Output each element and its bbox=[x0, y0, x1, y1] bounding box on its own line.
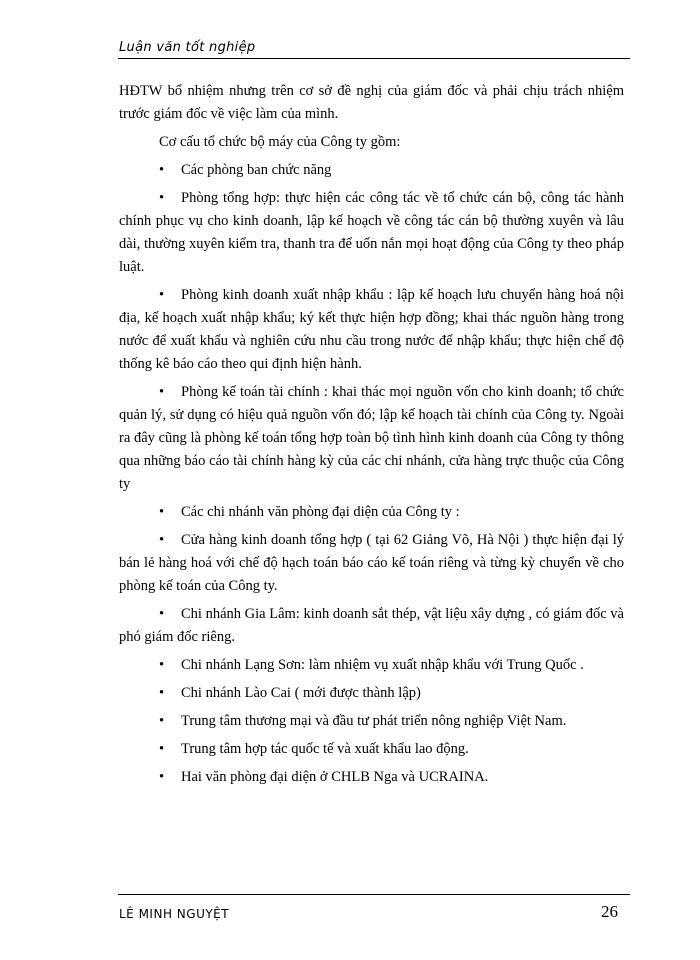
bullet-text: Chi nhánh Gia Lâm: kinh doanh sắt thép, vật liệu xây dựng , có giám đốc và phó giám đốc riêng. bbox=[119, 606, 624, 645]
bullet-icon: • bbox=[159, 504, 165, 520]
bullet-text: Cửa hàng kinh doanh tổng hợp ( tại 62 Giảng Võ, Hà Nội ) thực hiện đại lý bán lẻ hàng hoá với chế độ hạch toán báo cáo kế toán riêng và từng kỳ chuyển về cho phòng kế toán của Công ty. bbox=[119, 532, 624, 594]
bullet-text: Trung tâm hợp tác quốc tế và xuất khẩu lao động. bbox=[181, 741, 469, 757]
bullet-text: Phòng kế toán tài chính : khai thác mọi nguồn vốn cho kinh doanh; tổ chức quản lý, sử dụng có hiệu quả nguồn vốn đó; lập kế hoạch tài chính của Công ty. Ngoài ra đây cũng là phòng kế toán tổng hợp toàn bộ tình hình kinh doanh của Công ty thông qua những báo cáo tài chính hàng kỳ của các chi nhánh, cửa hàng trực thuộc của Công ty bbox=[119, 384, 624, 492]
bullet-item bbox=[119, 654, 624, 677]
bullet-icon: • bbox=[159, 713, 165, 729]
bullet-item bbox=[119, 187, 624, 279]
bullet-text: Các chi nhánh văn phòng đại diện của Công ty : bbox=[181, 504, 460, 520]
bullet-icon: • bbox=[159, 287, 165, 303]
bullet-icon: • bbox=[159, 532, 165, 548]
bullet-icon: • bbox=[159, 741, 165, 757]
page-number: 26 bbox=[601, 902, 618, 921]
bullet-icon: • bbox=[159, 769, 165, 785]
bullet-icon: • bbox=[159, 190, 165, 206]
header-title: Luận văn tốt nghiệp bbox=[119, 40, 256, 55]
bullet-item bbox=[119, 501, 624, 524]
bullet-item bbox=[119, 159, 624, 182]
header-divider bbox=[118, 58, 630, 59]
bullet-item bbox=[119, 682, 624, 705]
bullet-icon: • bbox=[159, 657, 165, 673]
bullet-icon: • bbox=[159, 606, 165, 622]
bullet-item bbox=[119, 738, 624, 761]
bullet-item bbox=[119, 529, 624, 598]
bullet-text: Hai văn phòng đại diện ở CHLB Nga và UCRAINA. bbox=[181, 769, 489, 785]
bullet-item bbox=[119, 284, 624, 376]
bullet-item bbox=[119, 603, 624, 649]
footer-author: LÊ MINH NGUYỆT bbox=[119, 907, 230, 921]
bullet-text: Phòng tổng hợp: thực hiện các công tác về tổ chức cán bộ, công tác hành chính phục vụ cho kinh doanh, lập kế hoạch về công tác cán bộ thường xuyên và lâu dài, thường xuyên kiểm tra, thanh tra để uốn nắn mọi hoạt động của Công ty theo pháp luật. bbox=[119, 190, 624, 275]
bullet-text: Phòng kinh doanh xuất nhập khẩu : lập kế hoạch lưu chuyển hàng hoá nội địa, kế hoạch xuất nhập khẩu; ký kết thực hiện hợp đồng; khai thác nguồn hàng trong nước để xuất khẩu và nghiên cứu nhu cầu trong nước để nhập khẩu; thực hiện chế độ thống kê báo cáo theo qui định hiện hành. bbox=[119, 287, 624, 372]
paragraph: HĐTW bổ nhiệm nhưng trên cơ sở đề nghị của giám đốc và phải chịu trách nhiệm trước giám đốc về việc làm của mình. bbox=[119, 83, 624, 122]
bullet-icon: • bbox=[159, 685, 165, 701]
body-text bbox=[119, 80, 624, 794]
bullet-item bbox=[119, 381, 624, 496]
bullet-text: Trung tâm thương mại và đầu tư phát triển nông nghiệp Việt Nam. bbox=[181, 713, 567, 729]
bullet-item bbox=[119, 766, 624, 789]
footer-divider bbox=[118, 894, 630, 895]
bullet-icon: • bbox=[159, 162, 165, 178]
paragraph: Cơ cấu tổ chức bộ máy của Công ty gồm: bbox=[159, 134, 401, 150]
bullet-text: Các phòng ban chức năng bbox=[181, 162, 332, 178]
bullet-icon: • bbox=[159, 384, 165, 400]
bullet-text: Chi nhánh Lạng Sơn: làm nhiệm vụ xuất nhập khẩu với Trung Quốc . bbox=[181, 657, 584, 673]
bullet-text: Chi nhánh Lào Cai ( mới được thành lập) bbox=[181, 685, 421, 701]
bullet-item bbox=[119, 710, 624, 733]
